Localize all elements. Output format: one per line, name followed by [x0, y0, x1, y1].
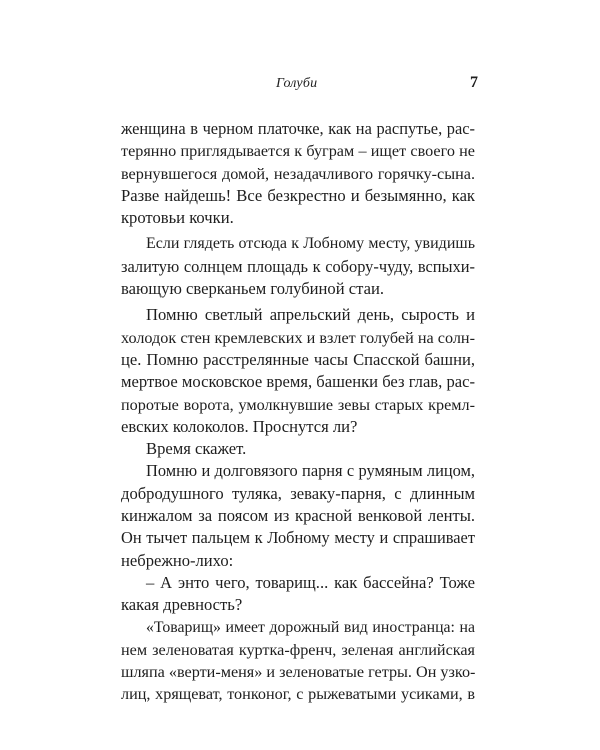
body-text — [121, 118, 475, 706]
page-number: 7 — [470, 74, 478, 91]
text-line: шляпа «верти-меня» и зеленоватые гетры. Он узко- — [121, 663, 475, 682]
text-line: Помню светлый апрельский день, сырость и — [146, 305, 475, 325]
text-line: холодок стен кремлевских и взлет голубей на солн- — [121, 328, 475, 347]
text-line: терянно приглядывается к буграм – ищет своего не — [121, 142, 475, 161]
text-line: вернувшегося домой, незадачливого горячку-сына. — [121, 164, 475, 183]
text-line: «Товарищ» имеет дорожный вид иностранца: на — [146, 618, 475, 636]
running-head — [0, 76, 600, 96]
text-line: залитую солнцем площадь к собору-чуду, вспыхи- — [121, 256, 475, 276]
text-line: кинжалом за поясом из красной венковой ленты. — [121, 506, 475, 526]
text-line: какая древность? — [121, 595, 243, 615]
text-line: евских колоколов. Проснутся ли? — [121, 416, 358, 436]
text-line: – А энто чего, товарищ... как бассейна? Тоже — [146, 572, 475, 592]
text-line: женщина в черном платочке, как на распутье, рас- — [121, 119, 475, 138]
text-line: це. Помню расстрелянные часы Спасской башни, — [121, 349, 475, 369]
text-line: добродушного туляка, зеваку-парня, с длинным — [121, 483, 475, 503]
running-title: Голуби — [276, 76, 318, 91]
text-line: вающую сверканьем голубиной стаи. — [121, 279, 384, 299]
text-line: Время скажет. — [146, 439, 247, 459]
text-line: Разве найдешь! Все безкрестно и безымянно, как — [121, 185, 475, 205]
text-line: нем зеленоватая куртка-френч, зеленая английская — [121, 640, 475, 659]
text-line: кротовьи кочки. — [121, 208, 234, 228]
text-line: Помню и долговязого парня с румяным лицом, — [146, 461, 475, 481]
text-line: Он тычет пальцем к Лобному месту и спрашивает — [121, 528, 475, 548]
text-line: мертвое московское время, башенки без глав, рас- — [121, 372, 475, 392]
text-line: лиц, хрящеват, тонконог, с рыжеватыми усиками, в — [121, 685, 475, 704]
text-line: поротые ворота, умолкнувшие зевы старых кремл- — [121, 395, 475, 414]
text-line: небрежно-лихо: — [121, 550, 234, 570]
text-line: Если глядеть отсюда к Лобному месту, увидишь — [146, 235, 475, 253]
